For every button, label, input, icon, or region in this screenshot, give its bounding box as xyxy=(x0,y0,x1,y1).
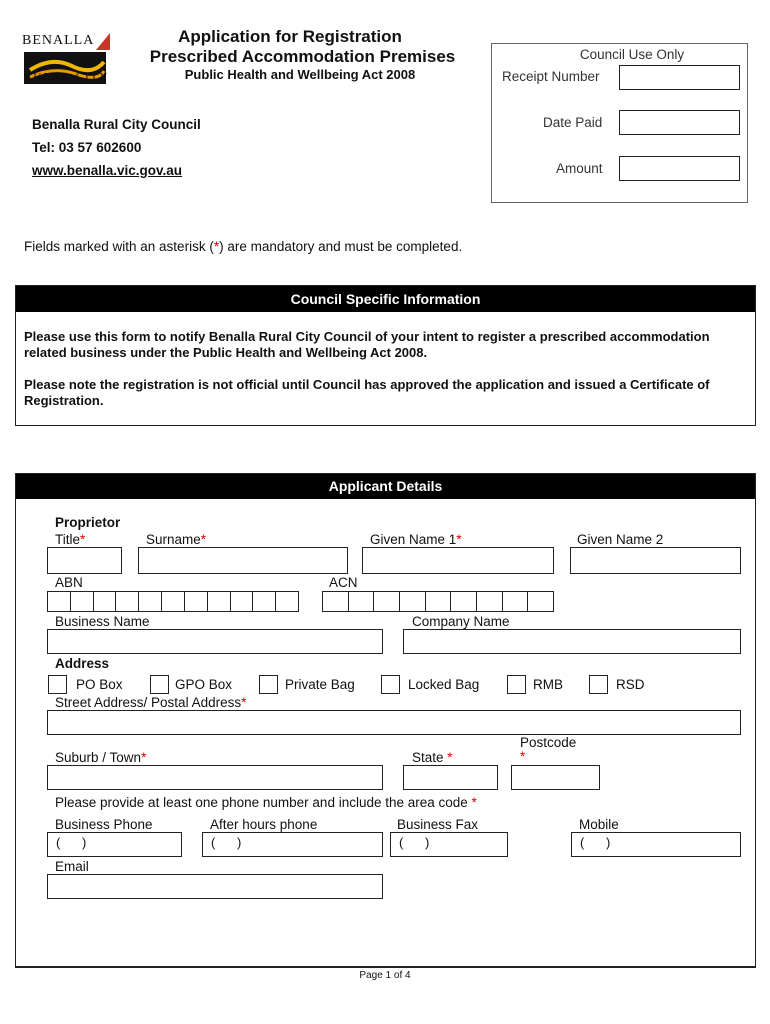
form-subtitle: Public Health and Wellbeing Act 2008 xyxy=(184,67,416,82)
page-number: Page 1 of 4 xyxy=(359,970,411,981)
street-address-field[interactable] xyxy=(47,710,741,735)
suburb-required-mark: * xyxy=(141,750,147,765)
po-box-label: PO Box xyxy=(76,677,123,692)
council-logo xyxy=(22,30,112,85)
given-name-1-label-text: Given Name 1 xyxy=(370,532,457,547)
council-phone: Tel: 03 57 602600 xyxy=(32,140,142,155)
form-title-2: Prescribed Accommodation Premises xyxy=(149,47,456,66)
locked-bag-label: Locked Bag xyxy=(408,677,480,692)
council-name: Benalla Rural City Council xyxy=(32,117,201,132)
business-phone-label: Business Phone xyxy=(55,817,153,832)
email-field[interactable] xyxy=(47,874,383,899)
given-name-2-label: Given Name 2 xyxy=(577,532,664,547)
private-bag-label: Private Bag xyxy=(285,677,355,692)
proprietor-heading: Proprietor xyxy=(55,515,121,530)
abn-field[interactable] xyxy=(47,591,299,612)
after-hours-phone-field[interactable] xyxy=(202,832,383,857)
phone-note xyxy=(55,795,477,810)
gpo-box-checkbox[interactable] xyxy=(150,675,169,694)
date-paid-label: Date Paid xyxy=(543,115,603,130)
title-label-text: Title xyxy=(55,532,81,547)
given-name-1-required-mark: * xyxy=(456,532,462,547)
mobile-label: Mobile xyxy=(579,817,619,832)
logo-emblem-icon xyxy=(22,30,112,105)
company-name-field[interactable] xyxy=(403,629,741,654)
business-fax-label: Business Fax xyxy=(397,817,479,832)
given-name-1-label xyxy=(370,532,462,547)
title-field[interactable] xyxy=(47,547,122,574)
mobile-area-code: ( ) xyxy=(580,835,611,850)
state-label xyxy=(412,750,453,765)
state-field[interactable] xyxy=(403,765,498,790)
abn-label: ABN xyxy=(55,575,83,590)
po-box-checkbox[interactable] xyxy=(48,675,67,694)
phone-required-mark: * xyxy=(471,795,477,810)
acn-field[interactable] xyxy=(322,591,554,612)
business-phone-area-code: ( ) xyxy=(56,835,87,850)
mandatory-note-start: Fields marked with an asterisk ( xyxy=(24,239,214,254)
street-address-label xyxy=(55,695,246,710)
surname-required-mark: * xyxy=(200,532,207,547)
surname-field[interactable] xyxy=(138,547,348,574)
gpo-box-label: GPO Box xyxy=(175,677,233,692)
state-required-mark: * xyxy=(447,750,453,765)
postcode-label: Postcode xyxy=(520,735,577,750)
suburb-field[interactable] xyxy=(47,765,383,790)
suburb-label xyxy=(55,750,146,765)
receipt-number-field[interactable] xyxy=(619,65,740,90)
form-title: Application for Registration xyxy=(178,27,402,46)
address-heading: Address xyxy=(55,656,110,671)
company-name-label: Company Name xyxy=(412,614,510,629)
council-use-title: Council Use Only xyxy=(579,47,685,62)
date-paid-field[interactable] xyxy=(619,110,740,135)
mandatory-note xyxy=(24,239,462,254)
council-use-panel xyxy=(491,43,748,203)
council-website-link[interactable]: www.benalla.vic.gov.au xyxy=(32,163,183,178)
surname-label-text: Surname xyxy=(146,532,201,547)
business-fax-area-code: ( ) xyxy=(399,835,430,850)
given-name-2-field[interactable] xyxy=(570,547,741,574)
receipt-label: Receipt Number xyxy=(502,69,600,84)
private-bag-checkbox[interactable] xyxy=(259,675,278,694)
postcode-required-mark: * xyxy=(520,749,526,764)
logo-name-top: BENALLA xyxy=(22,33,95,48)
locked-bag-checkbox[interactable] xyxy=(381,675,400,694)
given-name-1-field[interactable] xyxy=(362,547,554,574)
council-info-section xyxy=(15,285,756,426)
phone-note-text: Please provide at least one phone number and include the area code xyxy=(55,795,472,810)
postcode-field[interactable] xyxy=(511,765,600,790)
state-label-text: State xyxy=(412,750,448,765)
after-hours-phone-label: After hours phone xyxy=(210,817,318,832)
business-phone-field[interactable] xyxy=(47,832,182,857)
suburb-label-text: Suburb / Town xyxy=(55,750,142,765)
mobile-field[interactable] xyxy=(571,832,741,857)
surname-label xyxy=(146,532,206,547)
rmb-checkbox[interactable] xyxy=(507,675,526,694)
email-label: Email xyxy=(55,859,89,874)
amount-field[interactable] xyxy=(619,156,740,181)
title-label xyxy=(55,532,85,547)
business-name-label: Business Name xyxy=(55,614,150,629)
amount-label: Amount xyxy=(556,161,603,176)
street-address-label-text: Street Address/ Postal Address xyxy=(55,695,242,710)
rmb-label: RMB xyxy=(533,677,563,692)
council-info-heading: Council Specific Information xyxy=(16,286,755,312)
after-hours-area-code: ( ) xyxy=(211,835,242,850)
title-required-mark: * xyxy=(80,532,86,547)
acn-label: ACN xyxy=(329,575,358,590)
council-info-para-2: Please note the registration is not official until Council has approved the application and issued a Certificate of Registration. xyxy=(24,377,710,408)
applicant-heading: Applicant Details xyxy=(16,474,755,499)
business-name-field[interactable] xyxy=(47,629,383,654)
applicant-section-bottom-rule xyxy=(15,966,756,968)
business-fax-field[interactable] xyxy=(390,832,508,857)
mandatory-note-end: ) are mandatory and must be completed. xyxy=(219,239,463,254)
asterisk-mark: * xyxy=(213,239,220,254)
rsd-label: RSD xyxy=(616,677,645,692)
logo-name-bottom: RURAL CITY xyxy=(24,71,110,83)
street-required-mark: * xyxy=(241,695,247,710)
council-info-para-1: Please use this form to notify Benalla Rural City Council of your intent to register a prescribed accommodation related business under the Public Health and Wellbeing Act 2008. xyxy=(24,329,710,360)
rsd-checkbox[interactable] xyxy=(589,675,608,694)
